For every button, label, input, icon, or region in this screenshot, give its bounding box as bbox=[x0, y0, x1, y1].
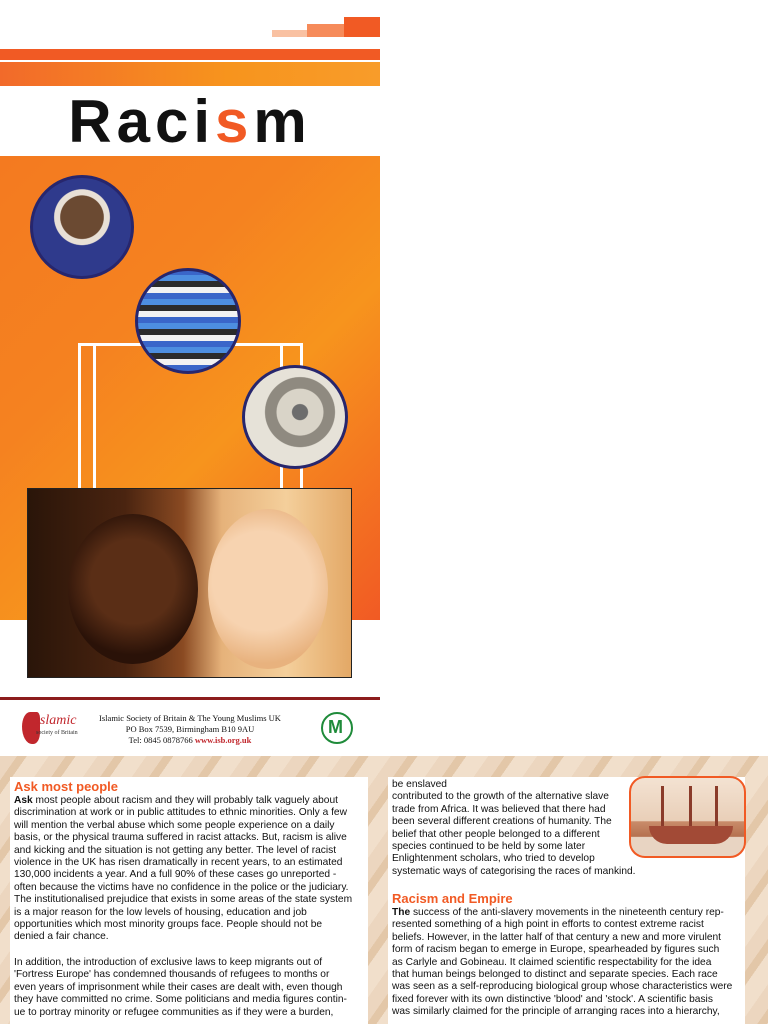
footer-rule bbox=[0, 697, 380, 700]
line-text: species continued to be held by some later bbox=[392, 841, 586, 853]
heading-racism-and-empire: Racism and Empire bbox=[392, 891, 513, 906]
title-accent-letter: s bbox=[215, 88, 254, 155]
young-muslims-logo bbox=[321, 712, 353, 744]
line-text: 'Fortress Europe' has condemned thousands of refugees to months or bbox=[14, 969, 330, 981]
lead-word: The bbox=[392, 907, 411, 918]
child-face-right bbox=[208, 509, 328, 669]
line-text: been several different creations of humanity. The bbox=[392, 816, 612, 828]
text-line bbox=[14, 807, 366, 819]
line-text: Enlightenment scholars, who tried to develop bbox=[392, 853, 595, 865]
contact-phone: Tel: 0845 0878766 bbox=[128, 735, 193, 745]
line-text: beliefs. However, in the latter half of that century a new and more virulent bbox=[392, 931, 722, 943]
text-line bbox=[392, 994, 744, 1006]
text-line bbox=[392, 957, 744, 969]
line-text: fixed forever with its own distinctive 'blood' and 'stock'. A scientific basis bbox=[392, 993, 713, 1005]
contact-phone-line bbox=[95, 735, 285, 746]
engraving-circle-image bbox=[242, 365, 348, 469]
line-text: denied a fair chance. bbox=[14, 931, 109, 943]
line-text: and kicking and the situation is not getting any better. The level of racist bbox=[14, 844, 337, 856]
line-text: belief that other people belonged to a different bbox=[392, 828, 600, 840]
line-text: basis, or the physical trauma suffered in racist attacks. But, racism is alive bbox=[14, 832, 347, 844]
line-text: they have committed no crime. Some politicians and media figures contin- bbox=[14, 994, 347, 1006]
right-paragraph bbox=[392, 907, 744, 1019]
decor-square-dark bbox=[344, 17, 380, 37]
line-text: systematic ways of categorising the races of mankind. bbox=[392, 865, 636, 877]
text-line bbox=[14, 919, 366, 931]
text-line bbox=[14, 832, 366, 844]
line-text: be enslaved bbox=[392, 779, 447, 790]
decor-square-mid bbox=[307, 24, 345, 37]
text-line bbox=[392, 829, 632, 841]
line-text: is a major reason for the low levels of housing, education and job bbox=[14, 906, 307, 918]
children-photo bbox=[27, 488, 352, 678]
text-line bbox=[392, 944, 744, 956]
text-line bbox=[14, 957, 366, 969]
isb-logo bbox=[22, 710, 92, 746]
line-text: was similarly claimed for the principle of arranging races into a hierarchy, bbox=[392, 1006, 720, 1018]
line-text: The institutionalised prejudice that exists in some areas of the state system bbox=[14, 894, 353, 906]
text-line bbox=[392, 791, 632, 803]
line-text: as Carlyle and Gobineau. It claimed scientific respectability for the idea bbox=[392, 956, 712, 968]
isb-logo-word: islamic bbox=[36, 713, 77, 728]
line-text: form of racism began to emerge in Europe, spearheaded by figures such bbox=[392, 944, 720, 956]
text-line bbox=[14, 795, 366, 807]
title-part-1: Raci bbox=[68, 88, 215, 155]
isb-logo-subtext: society of Britain bbox=[36, 730, 78, 736]
text-line bbox=[392, 907, 744, 919]
text-line bbox=[392, 779, 632, 791]
left-paragraph-1 bbox=[14, 795, 366, 944]
right-intro-paragraph bbox=[392, 779, 636, 878]
line-text: will mention the verbal abuse which some people experience on a daily bbox=[14, 819, 335, 831]
connector-line bbox=[93, 343, 96, 488]
page-title bbox=[0, 86, 380, 156]
line-text: success of the anti-slavery movements in the nineteenth century rep- bbox=[410, 907, 724, 918]
line-text: that human beings belonged to distinct and separate species. Each race bbox=[392, 969, 718, 981]
text-line bbox=[14, 869, 366, 881]
line-text: violence in the UK has risen dramatically in recent years, to an estimated bbox=[14, 857, 343, 869]
decor-square-light bbox=[272, 30, 308, 37]
line-text: trade from Africa. It was believed that there had bbox=[392, 803, 606, 815]
crowd-circle-image bbox=[135, 268, 241, 374]
text-line bbox=[14, 882, 366, 894]
heading-ask-most-people: Ask most people bbox=[14, 779, 119, 794]
connector-line bbox=[78, 343, 81, 488]
text-line bbox=[14, 982, 366, 994]
sailing-ship-image bbox=[629, 776, 746, 858]
line-text: resented something of a high point in efforts to contest extreme racist bbox=[392, 919, 704, 931]
line-text: ue to portray minority or refugee communities as if they were a burden, bbox=[14, 1006, 334, 1018]
text-line bbox=[14, 1007, 366, 1019]
text-line bbox=[14, 820, 366, 832]
text-line bbox=[14, 907, 366, 919]
text-line bbox=[14, 857, 366, 869]
text-line bbox=[392, 865, 636, 878]
text-line bbox=[14, 931, 366, 943]
line-text: often because the victims have no confidence in the police or the judiciary. bbox=[14, 881, 349, 893]
text-line bbox=[14, 845, 366, 857]
text-line bbox=[392, 919, 744, 931]
text-line bbox=[392, 816, 632, 828]
text-line bbox=[392, 853, 632, 865]
line-text: opportunities which most minority groups face. People should not be bbox=[14, 919, 323, 931]
text-line bbox=[392, 841, 632, 853]
text-line bbox=[392, 981, 744, 993]
line-text: most people about racism and they will probably talk vaguely about bbox=[32, 795, 338, 806]
text-line bbox=[14, 994, 366, 1006]
line-text: even years of imprisonment while their cases are dealt with, even though bbox=[14, 981, 343, 993]
decor-band-gradient bbox=[0, 62, 380, 86]
text-line bbox=[14, 969, 366, 981]
child-face-left bbox=[68, 514, 198, 664]
line-text: In addition, the introduction of exclusive laws to keep migrants out of bbox=[14, 957, 323, 968]
text-line bbox=[392, 969, 744, 981]
contact-address: PO Box 7539, Birmingham B10 9AU bbox=[125, 724, 255, 734]
line-text: 130,000 incidents a year. And a full 90% of these cases go unreported - bbox=[14, 869, 337, 881]
lead-word: Ask bbox=[14, 795, 33, 806]
decor-band-top bbox=[0, 49, 380, 60]
line-text: discrimination at work or in public attitudes to ethnic minorities. Only a few bbox=[14, 807, 347, 819]
text-line bbox=[14, 894, 366, 906]
title-part-2: m bbox=[253, 88, 312, 155]
contact-org: Islamic Society of Britain & The Young Muslims UK bbox=[99, 713, 281, 723]
portrait-circle-image bbox=[30, 175, 134, 279]
ym-logo-letter: M bbox=[328, 717, 343, 737]
text-line bbox=[392, 932, 744, 944]
text-line bbox=[392, 804, 632, 816]
line-text: contributed to the growth of the alternative slave bbox=[392, 791, 609, 803]
left-paragraph-2 bbox=[14, 957, 366, 1019]
line-text: was seen as a self-reproducing biological group whose characteristics were bbox=[392, 981, 733, 993]
text-line bbox=[392, 1006, 744, 1018]
website-link[interactable]: www.isb.org.uk bbox=[194, 735, 252, 745]
ship-hull bbox=[649, 826, 733, 844]
